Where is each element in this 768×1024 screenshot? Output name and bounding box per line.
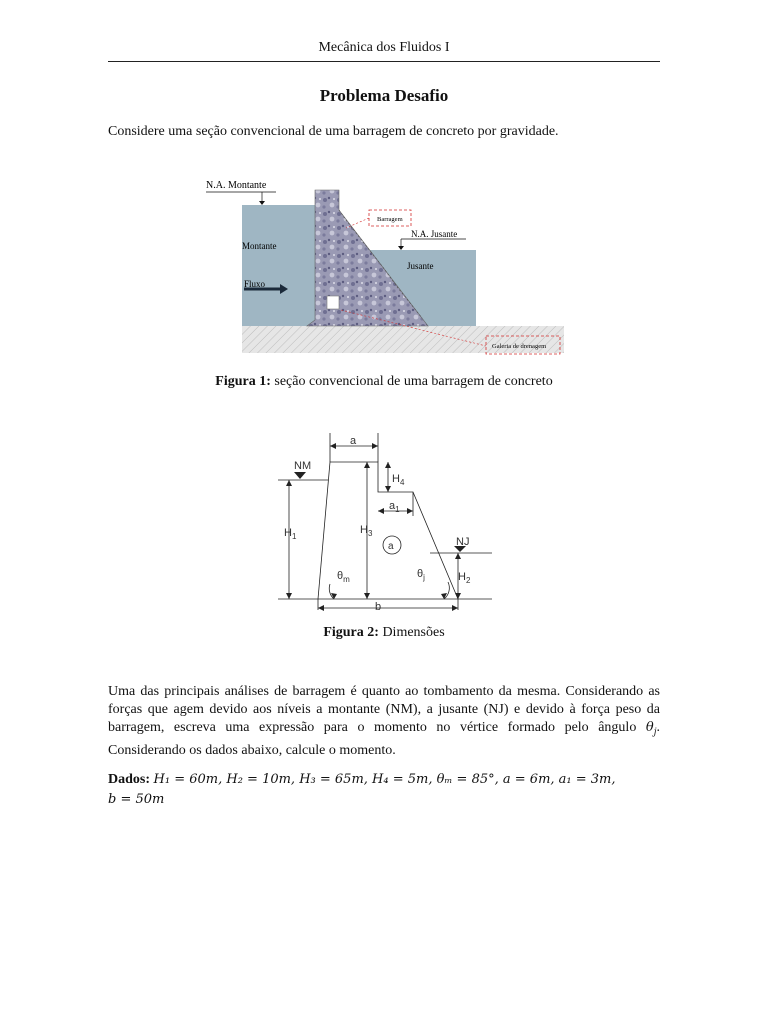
dado-theta-m: θₘ = 85°,: [436, 772, 503, 787]
figure-1-caption-label: Figura 1:: [215, 374, 271, 389]
figure-2-dimensions: [270, 432, 500, 618]
figure-1-caption: [108, 374, 660, 390]
intro-text: Considere uma seção convencional de uma barragem de concreto por gravidade.: [108, 124, 559, 139]
statement-part-1: Uma das principais análises de barragem é quanto ao tombamento da mesma. Considerando as forças que agem devido aos níveis a montante (NM), a jusante (NJ) e devido à força peso da barragem, escreva uma expressão para o momento no vértice formado pelo ângulo: [108, 684, 660, 735]
label-jusante: Jusante: [407, 261, 434, 271]
figure-2-caption-text: Dimensões: [378, 625, 445, 640]
dim-a1: $a_1$: [389, 500, 400, 514]
running-header: Mecânica dos Fluidos I: [318, 40, 450, 55]
dados-label: Dados:: [108, 772, 151, 787]
drainage-gallery: [327, 296, 339, 309]
statement-part-2: . Considerando os dados abaixo, calcule o momento.: [108, 720, 660, 758]
dim-h3: $H_3$: [360, 524, 373, 538]
figure-1-dam-section: [196, 168, 576, 360]
label-fluxo: Fluxo: [244, 279, 266, 289]
dado-h2: H₂ = 10m,: [226, 772, 300, 787]
label-montante: Montante: [242, 241, 277, 251]
dado-h1: H₁ = 60m,: [153, 772, 227, 787]
angle-theta-j: $\theta_j$: [417, 568, 425, 582]
label-na-montante: N.A. Montante: [206, 180, 267, 191]
nm-level-marker: [294, 472, 306, 479]
dim-b: b: [375, 601, 382, 613]
angle-theta-m: $\theta_m$: [337, 570, 350, 584]
header-rule: [108, 61, 660, 62]
label-nm: NM: [294, 460, 312, 472]
dado-a: a = 6m,: [502, 772, 559, 787]
region-a-label: a: [388, 541, 394, 552]
theta-j-symbol: $\theta_j$: [645, 720, 657, 738]
figure-2-caption-label: Figura 2:: [323, 625, 379, 640]
dim-h1: $H_1$: [284, 527, 297, 541]
label-galeria: Galeria de drenagem: [492, 343, 547, 350]
label-nj: NJ: [456, 536, 470, 548]
given-data: [108, 770, 660, 810]
problem-title: Problema Desafio: [319, 86, 449, 105]
dado-h4: H₄ = 5m,: [372, 772, 437, 787]
dim-h4: $H_4$: [392, 473, 405, 487]
dado-h3: H₃ = 65m,: [299, 772, 373, 787]
upstream-water: [242, 205, 315, 326]
label-na-jusante: N.A. Jusante: [411, 229, 458, 239]
dim-a: a: [350, 435, 357, 447]
dado-b: b = 50m: [108, 792, 165, 807]
problem-statement: [108, 683, 660, 760]
label-barragem: Barragem: [377, 216, 403, 223]
dado-a1: a₁ = 3m,: [558, 772, 616, 787]
figure-2-caption: [108, 625, 660, 641]
dim-h2: $H_2$: [458, 571, 471, 585]
figure-1-caption-text: seção convencional de uma barragem de concreto: [270, 374, 553, 389]
